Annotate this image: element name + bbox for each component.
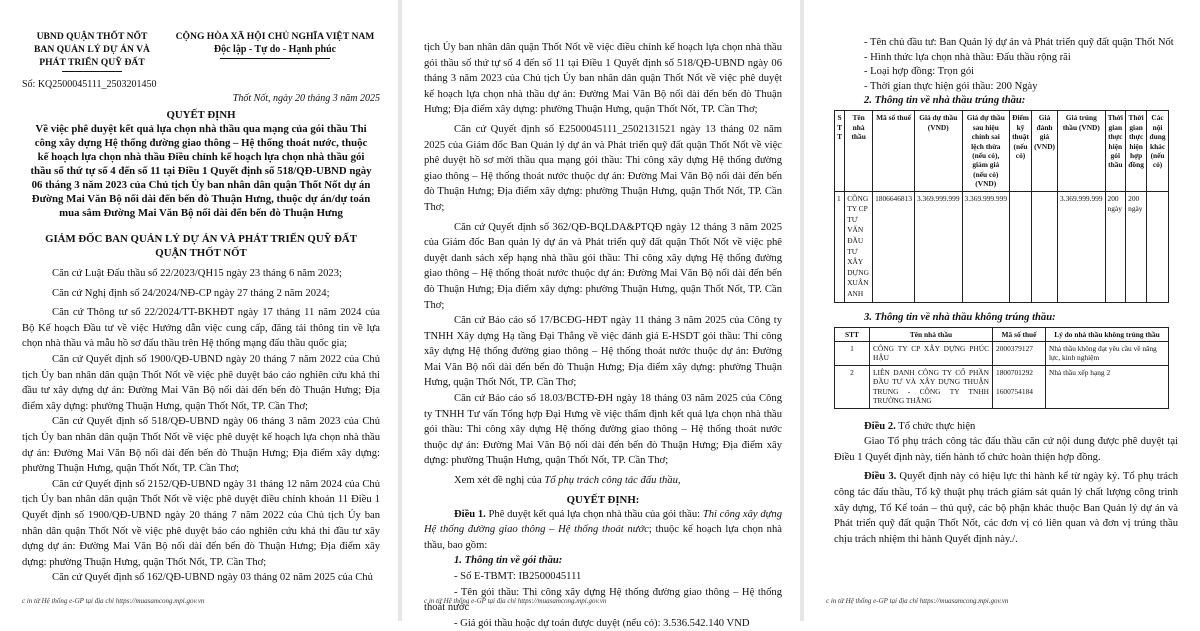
table-cell: 3.369.999.999 [1058,191,1106,302]
table-cell: 1806646813 [873,191,915,302]
column-header: Giá đánh giá (VND) [1032,111,1058,191]
column-header: Tên nhà thầu [870,327,993,341]
article-text: Quyết định này có hiệu lực thi hành kể từ ngày ký. Tổ phụ trách công tác đấu thầu, Tổ kỹ thuật phụ trách giám sát quản lý chất lượng công trình xây dựng, Tổ Kế toán – thủ quỹ, các bộ phận khác thuộc Ban Quản lý dự án và Phát triển quỹ đất quận Thốt Nốt, các đơn vị có liên quan và đơn vị trúng thầu chịu trách nhiệm thi hành Quyết định này./. [834,471,1178,545]
info-line: - Loại hợp đồng: Trọn gói [864,66,975,78]
table-header-row [835,327,1169,341]
table-cell [1010,191,1032,302]
motto-line: Độc lập - Tự do - Hạnh phúc [213,44,337,55]
document-page-3 [804,0,1200,621]
article-3 [834,469,1178,547]
legal-basis-paragraph: Căn cứ Quyết định số 162/QĐ-UBND ngày 03 tháng 02 năm 2025 của Chủ [52,572,373,584]
table-cell: CÔNG TY CP XÂY DỰNG PHÚC HẬU [870,341,993,365]
column-header: Thời gian thực hiện hợp đồng [1126,111,1147,191]
nation-line: CỘNG HÒA XÃ HỘI CHỦ NGHĨA VIỆT NAM [175,31,375,42]
document-subtitle: Về việc phê duyệt kết quả lựa chọn nhà thầu qua mạng của gói thầu Thi công xây dựng Hệ thống đường giao thông – Hệ thống thoát nước, thuộc kế hoạch lựa chọn nhà thầu Điều chỉnh kế hoạch lựa chọn nhà thầu gói thầu số thứ tự số 4 đến số 11 tại Điều 1 Quyết định số 518/QĐ-UBND ngày 06 tháng 3 năm 2023 của Chủ tịch Ủy ban nhân dân quận Thốt Nốt dự án Đường Mai Văn Bộ nối dài đến bến đò Thuận Hưng, thuộc dự án/dự toán mua sắm Đường Mai Văn Bộ nối dài đến bến đò Thuận Hưng [30,123,372,219]
column-header: S T T [835,111,845,191]
table-cell: LIÊN DANH CÔNG TY CỔ PHẦN ĐẦU TƯ VÀ XÂY DỰNG THUẬN TRUNG - CÔNG TY TNHH TRƯỜNG THẮNG [870,365,993,408]
table-cell: 3.369.999.999 [962,191,1010,302]
info-line: - Hình thức lựa chọn nhà thầu: Đấu thầu rộng rãi [864,51,1071,63]
table-cell: Nhà thầu không đạt yêu cầu về năng lực, kinh nghiệm [1046,341,1169,365]
table-cell: 3.369.999.999 [915,191,963,302]
document-header [22,30,380,72]
place-date: Thốt Nốt, ngày 20 tháng 3 năm 2025 [232,93,380,104]
article-2 [834,419,1178,435]
column-header: Giá dự thầu sau hiệu chỉnh sai lệch thừa (nếu có), giảm giá (nếu có) (VND) [962,111,1010,191]
table-cell [1032,191,1058,302]
org-line: UBND QUẬN THỐT NỐT [36,31,148,42]
article-1 [424,507,782,554]
legal-basis-paragraph: tịch Ủy ban nhân dân quận Thốt Nốt về việc điều chỉnh kế hoạch lựa chọn nhà thầu gói thầu số thứ tự số 4 đến số 11 tại Điều 1 Quyết định số 518/QĐ-UBND ngày 06 tháng 3 năm 2023 của Chủ tịch Ủy ban nhân dân quận Thốt Nốt về việc phê duyệt kế hoạch lựa chọn nhà thầu dự án: Đường Mai Văn Bộ nối dài đến bến đò Thuận Hưng; Địa điểm xây dựng: phường Thuận Hưng, quận Thốt Nốt, TP. Cần Thơ; [424,42,782,116]
article-label: Điều 2. [864,420,896,432]
national-heading [170,30,380,72]
print-footer: c in từ Hệ thống e-GP tại địa chỉ https://muasamcong.mpi.gov.vn [22,597,205,605]
info-line: - Giá gói thầu hoặc dự toán được duyệt (nếu có): 3.536.542.140 VND [454,617,750,629]
column-header: Giá dự thầu (VND) [915,111,963,191]
info-line: - Số E-TBMT: IB2500045111 [454,571,582,582]
section-title: 1. Thông tin về gói thầu: [454,555,563,567]
article-text: Tổ chức thực hiện [895,420,976,432]
legal-basis-paragraph: Căn cứ Báo cáo số 17/BCĐG-HĐT ngày 11 tháng 3 năm 2025 của Công ty TNHH Xây dựng Hạ tầng Đại Thắng về việc đánh giá E-HSDT gói thầu: Thi công xây dựng Hệ thống đường giao thông – Hệ thống thoát nước thuộc dự án: Đường Mai Văn Bộ nối dài đến bến đò Thuận Hưng; Địa điểm xây dựng: phường Thuận Hưng, quận Thốt Nốt, TP. Cần Thơ; [424,315,782,389]
article-text: Phê duyệt kết quả lựa chọn nhà thầu của gói thầu: [485,508,703,520]
authority-heading: GIÁM ĐỐC BAN QUẢN LÝ DỰ ÁN VÀ PHÁT TRIỂN QUỸ ĐẤT [45,233,357,245]
column-header: STT [835,327,870,341]
divider [220,58,330,59]
print-footer: c in từ Hệ thống e-GP tại địa chỉ https://muasamcong.mpi.gov.vn [826,597,1009,605]
document-page-1 [0,0,398,621]
table-cell: Nhà thầu xếp hạng 2 [1046,365,1169,408]
table-header-row [835,111,1169,191]
info-line: - Tên gói thầu: Thi công xây dựng Hệ thống đường giao thông – Hệ thống thoát nước [424,586,782,614]
document-page-2 [402,0,800,629]
org-line: PHÁT TRIỂN QUỸ ĐẤT [39,57,145,68]
table-row [835,365,1169,408]
proposal-unit: Tổ phụ trách công tác đấu thầu, [544,475,681,487]
winning-bidder-table [834,110,1169,302]
issuing-organization [22,30,162,72]
article-text: ; thuộc kế hoạch lựa chọn nhà thầu, bao gồm: [424,524,782,551]
column-header: Điểm kỹ thuật (nếu có) [1010,111,1032,191]
table-row [835,191,1169,302]
column-header: Mã số thuế [873,111,915,191]
org-line: BAN QUẢN LÝ DỰ ÁN VÀ [34,44,150,55]
table-cell: 1 [835,341,870,365]
column-header: Tên nhà thầu [845,111,873,191]
proposal-paragraph [424,473,782,489]
table-cell: 200 ngày [1126,191,1147,302]
column-header: Thời gian thực hiện gói thầu [1105,111,1126,191]
table-cell: 200 ngày [1105,191,1126,302]
column-header: Các nội dung khác (nếu có) [1147,111,1169,191]
info-line: - Tên chủ đầu tư: Ban Quản lý dự án và Phát triển quỹ đất quận Thốt Nốt [864,37,1174,48]
legal-basis-paragraph: Căn cứ Quyết định số 518/QĐ-UBND ngày 06 tháng 3 năm 2023 của Chủ tịch Ủy ban nhân dân quận Thốt Nốt về việc phê duyệt kế hoạch lựa chọn nhà thầu dự án: Đường Mai Văn Bộ nối dài đến bến đò Thuận Hưng; Địa điểm xây dựng: phường Thuận Hưng, quận Thốt Nốt, TP. Cần Thơ; [22,416,380,475]
losing-bidder-table [834,327,1169,409]
section-title: 3. Thông tin về nhà thầu không trúng thầu: [864,311,1056,323]
legal-basis-paragraph: Căn cứ Quyết định số 1900/QĐ-UBND ngày 20 tháng 7 năm 2022 của Chủ tịch Ủy ban nhân dân quận Thốt Nốt về việc phê duyệt báo cáo nghiên cứu khả thi đầu tư xây dựng dự án: Đường Mai Văn Bộ nối dài đến bến đò Thuận Hưng; Địa điểm xây dựng: phường Thuận Hưng, quận Thốt Nốt, TP. Cần Thơ; [22,353,380,412]
column-header: Giá trúng thầu (VND) [1058,111,1106,191]
table-row [835,341,1169,365]
table-cell: 1800701292 1600754184 [993,365,1046,408]
legal-basis-paragraph: Căn cứ Thông tư số 22/2024/TT-BKHĐT ngày 17 tháng 11 năm 2024 của Bộ Kế hoạch Đầu tư về việc Hướng dẫn việc cung cấp, đăng tải thông tin về lựa chọn nhà thầu và mẫu hồ sơ đấu thầu trên Hệ thống mạng đấu thầu quốc gia; [22,307,380,350]
authority-heading: QUẬN THỐT NỐT [155,247,247,259]
legal-basis-paragraph: Căn cứ Nghị định số 24/2024/NĐ-CP ngày 27 tháng 2 năm 2024; [52,287,330,299]
decision-heading: QUYẾT ĐỊNH: [566,493,640,506]
article-label: Điều 1. [454,508,486,520]
divider [62,71,122,72]
table-cell [1147,191,1169,302]
print-footer: c in từ Hệ thống e-GP tại địa chỉ https://muasamcong.mpi.gov.vn [424,597,607,605]
article-body: Giao Tổ phụ trách công tác đấu thầu căn cứ nội dung được phê duyệt tại Điều 1 Quyết định này, tiến hành tổ chức hoàn thiện hợp đồng. [834,436,1178,463]
legal-basis-paragraph: Căn cứ Luật Đấu thầu số 22/2023/QH15 ngày 23 tháng 6 năm 2023; [52,268,342,279]
info-line: - Thời gian thực hiện gói thầu: 200 Ngày [864,80,1038,92]
document-number: Số: KQ2500045111_2503201450 [22,79,157,90]
table-cell: 2 [835,365,870,408]
table-cell: 2000379127 [993,341,1046,365]
table-cell: 1 [835,191,845,302]
document-title: QUYẾT ĐỊNH [166,109,236,121]
package-name: Thi công xây dựng Hệ thống đường giao thông – Hệ thống thoát nước [424,508,782,536]
legal-basis-paragraph: Căn cứ Quyết định số 362/QĐ-BQLDA&PTQĐ ngày 12 tháng 3 năm 2025 của Giám đốc Ban quản lý dự án và Phát triển quỹ đất quận Thốt Nốt về việc phê duyệt danh sách xếp hạng nhà thầu gói thầu: Thi công xây dựng Hệ thống đường giao thông – Hệ thống thoát nước thuộc dự án: Đường Mai Văn Bộ nối dài đến bến đò Thuận Hưng; Địa điểm xây dựng: phường Thuận Hưng, quận Thốt Nốt, TP. Cần Thơ; [424,221,782,311]
table-cell: CÔNG TY CP TƯ VẤN ĐẦU TƯ XÂY DỰNG XUÂN ANH [845,191,873,302]
legal-basis-paragraph: Căn cứ Quyết định số E2500045111_2502131521 ngày 13 tháng 02 năm 2025 của Giám đốc Ban Quản lý dự án và Phát triển quỹ đất quận Thốt Nốt về việc phê duyệt hồ sơ mời thầu qua mạng gói thầu: Thi công xây dựng Hệ thống đường giao thông – Hệ thống thoát nước thuộc dự án: Đường Mai Văn Bộ nối dài đến bến đò Thuận Hưng; Địa điểm xây dựng: phường Thuận Hưng, quận Thốt Nốt, TP. Cần Thơ; [424,123,782,213]
article-label: Điều 3. [864,471,897,483]
legal-basis-paragraph: Căn cứ Quyết định số 2152/QĐ-UBND ngày 31 tháng 12 năm 2024 của Chủ tịch Ủy ban nhân dân quận Thốt Nốt về việc phê duyệt điều chỉnh khoản 11 Điều 1 Quyết định số 1900/QĐ-UBND ngày 20 tháng 7 năm 2022 của Chủ tịch Ủy ban nhân dân quận Thốt Nốt về việc phê duyệt báo cáo nghiên cứu khả thi đầu tư xây dựng dự án: Đường Mai Văn Bộ nối dài đến bến đò Thuận Hưng; Địa điểm xây dựng: phường Thuận Hưng, quận Thốt Nốt, TP. Cần Thơ; [22,478,380,568]
legal-basis-paragraph: Căn cứ Báo cáo số 18.03/BCTĐ-ĐH ngày 18 tháng 03 năm 2025 của Công ty TNHH Tư vấn Tổng hợp Đại Hưng về việc thẩm định kết quả lựa chọn nhà thầu gói thầu: Thi công xây dựng Hệ thống đường giao thông – Hệ thống thoát nước thuộc dự án: Đường Mai Văn Bộ nối dài đến bến đò Thuận Hưng; Địa điểm xây dựng: phường Thuận Hưng, quận Thốt Nốt, TP. Cần Thơ; [424,393,782,467]
proposal-text: Xem xét đề nghị của [454,475,545,487]
section-title: 2. Thông tin về nhà thầu trúng thầu: [864,95,1026,107]
column-header: Mã số thuế [993,327,1046,341]
column-header: Lý do nhà thầu không trúng thầu [1046,327,1169,341]
